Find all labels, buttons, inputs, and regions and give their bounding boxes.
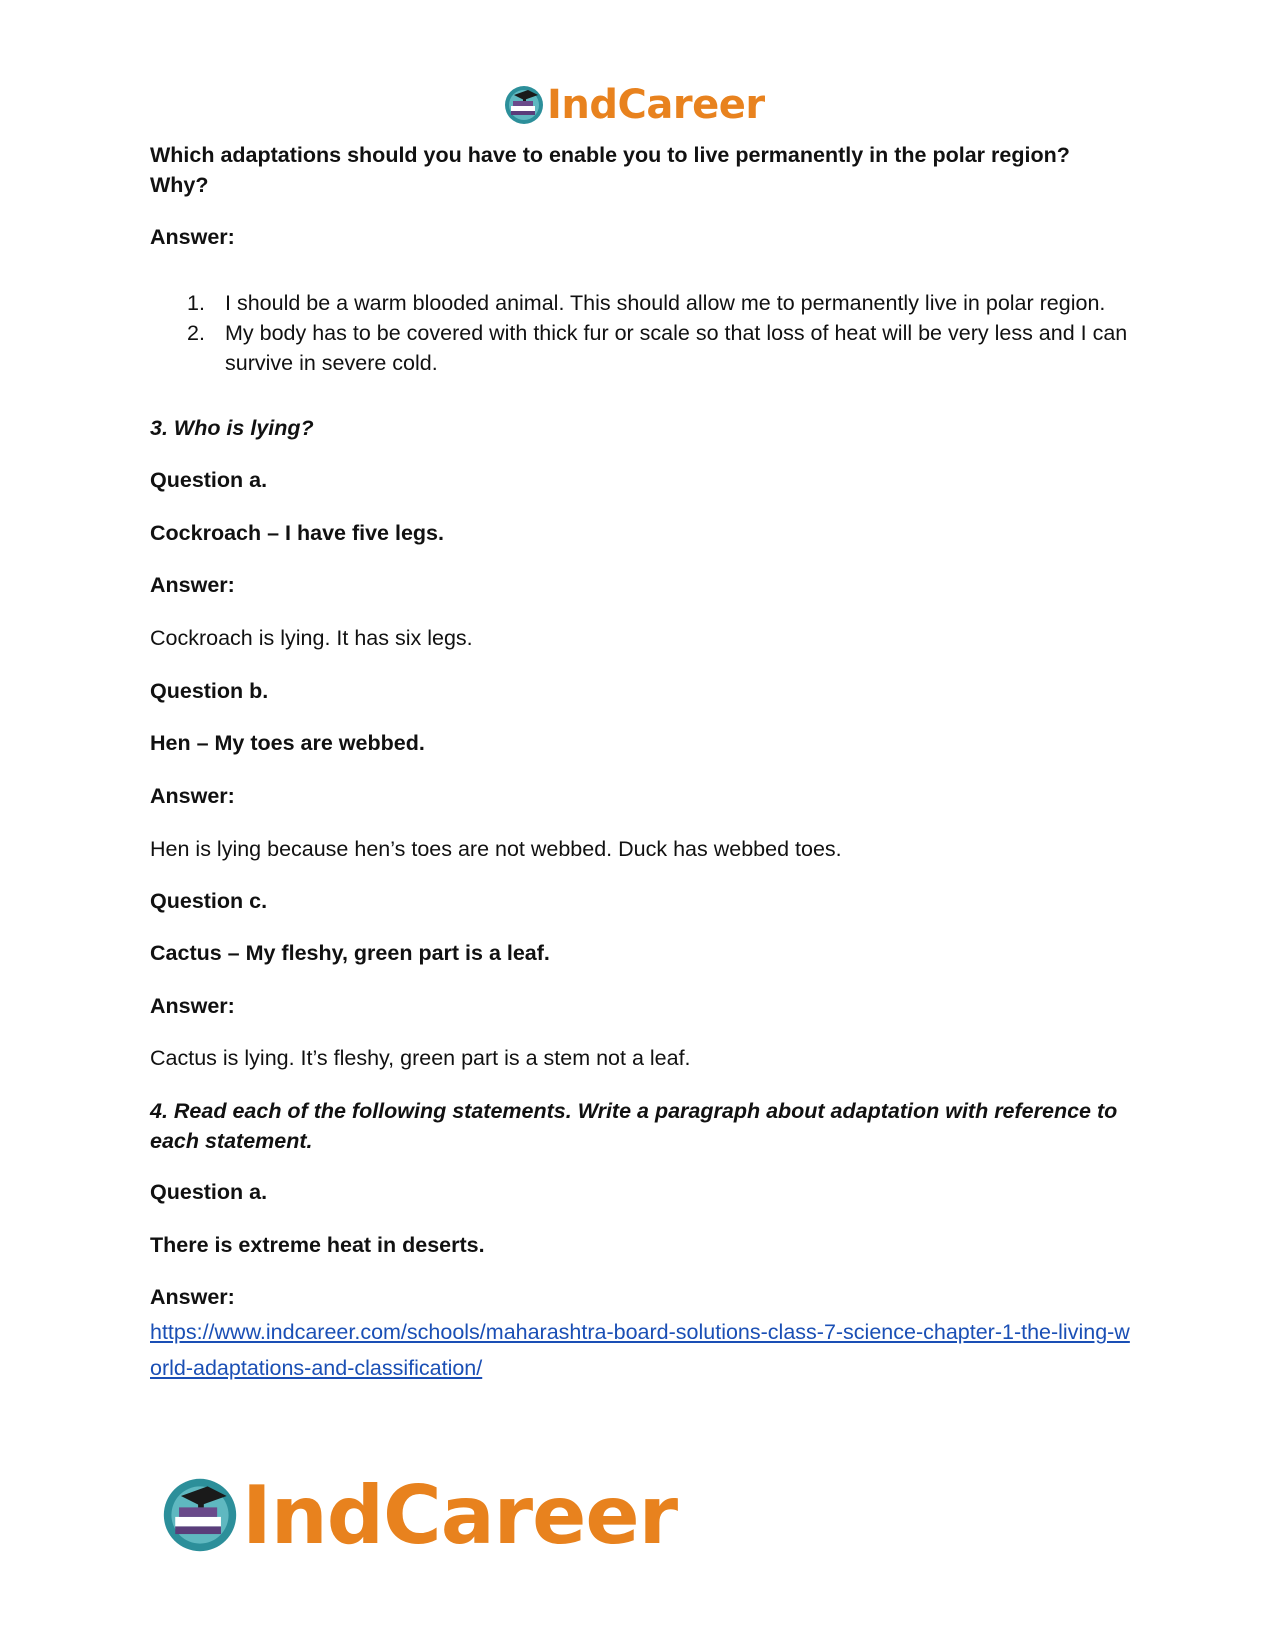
list-item (187, 318, 1130, 378)
question-label: Question a. (150, 468, 268, 492)
book-graduation-cap-globe-icon (503, 84, 545, 126)
book-graduation-cap-globe-icon (160, 1475, 240, 1555)
section-heading: 3. Who is lying? (150, 416, 314, 440)
logo-text: IndCareer (547, 82, 765, 128)
question-statement: Hen – My toes are webbed. (150, 731, 425, 755)
list-item-text: My body has to be covered with thick fur or scale so that loss of heat will be very less and I can survive in severe cold. (225, 321, 1128, 375)
question-label: Question c. (150, 889, 268, 913)
question-label: Question a. (150, 1180, 268, 1204)
list-item-text: I should be a warm blooded animal. This should allow me to permanently live in polar region. (225, 291, 1106, 315)
logo-text: IndCareer (242, 1468, 678, 1562)
source-link-block (150, 1314, 1130, 1386)
section-heading: 4. Read each of the following statements. Write a paragraph about adaptation with reference to each statement. (150, 1099, 1118, 1153)
answer-label: Answer: (150, 573, 235, 597)
question-statement: Cockroach – I have five legs. (150, 521, 444, 545)
answer-label: Answer: (150, 225, 235, 249)
source-link[interactable]: https://www.indcareer.com/schools/maharashtra-board-solutions-class-7-science-chapter-1-the-living-world-adaptations-and-classification/ (150, 1320, 1130, 1380)
answer-label: Answer: (150, 784, 235, 808)
question-label: Question b. (150, 679, 269, 703)
question-statement: Cactus – My fleshy, green part is a leaf. (150, 941, 550, 965)
list-item (187, 288, 1130, 318)
header-logo (503, 80, 765, 130)
answer-label: Answer: (150, 1285, 235, 1309)
answer-text: Cactus is lying. It’s fleshy, green part is a stem not a leaf. (150, 1046, 691, 1070)
list-number: 1. (187, 291, 205, 315)
polar-answer-list (150, 288, 1130, 378)
answer-text: Cockroach is lying. It has six legs. (150, 626, 473, 650)
list-number: 2. (187, 321, 205, 345)
answer-text: Hen is lying because hen’s toes are not webbed. Duck has webbed toes. (150, 837, 842, 861)
question-polar: Which adaptations should you have to enable you to live permanently in the polar region? Why? (150, 143, 1070, 197)
question-statement: There is extreme heat in deserts. (150, 1233, 485, 1257)
footer-logo (160, 1470, 677, 1560)
answer-label: Answer: (150, 994, 235, 1018)
